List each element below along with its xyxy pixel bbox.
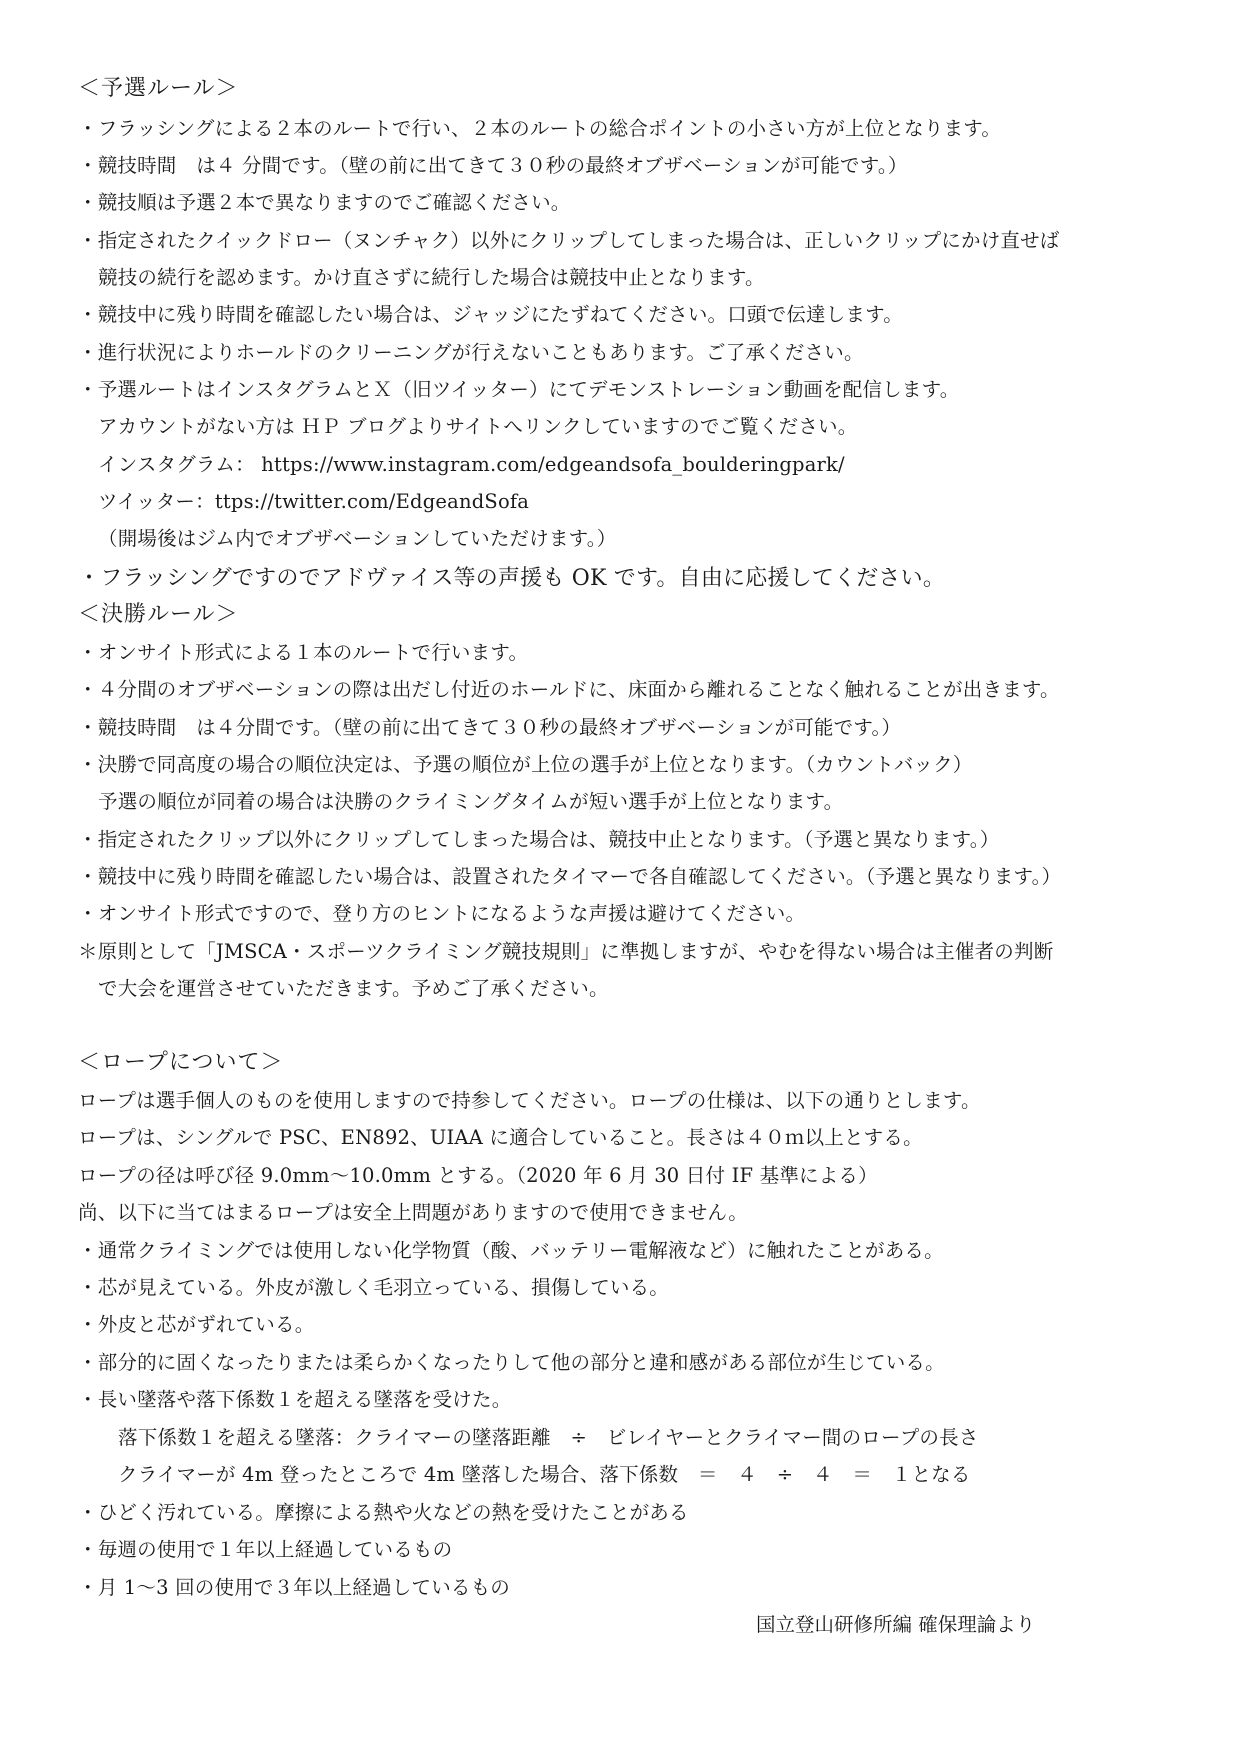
final-rule-line: ・オンサイト形式ですので、登り方のヒントになるような声援は避けてください。 bbox=[78, 902, 806, 925]
rope-rule-line: ・外皮と芯がずれている。 bbox=[78, 1313, 315, 1336]
rope-rule-line: ロープの径は呼び径 9.0mm〜10.0mm とする。（2020 年 6 月 30 日付 IF 基準による） bbox=[78, 1164, 878, 1187]
rope-rule-line: 落下係数１を超える墜落：クライマーの墜落距離 ÷ ビレイヤーとクライマー間のロープの長さ bbox=[118, 1426, 979, 1449]
prelim-rule-line: （開場後はジム内でオブザベーションしていただけます。） bbox=[98, 527, 617, 550]
prelim-rule-line: ・予選ルートはインスタグラムとＸ（旧ツイッター）にてデモンストレーション動画を配信します。 bbox=[78, 378, 960, 401]
final-rule-line: で大会を運営させていただきます。予めご了承ください。 bbox=[98, 977, 609, 1000]
final-rule-line: ・４分間のオブザベーションの際は出だし付近のホールドに、床面から離れることなく触れることが出きます。 bbox=[78, 678, 1060, 701]
final-rule-line: ・指定されたクリップ以外にクリップしてしまった場合は、競技中止となります。（予選と異なります。） bbox=[78, 828, 1000, 851]
prelim-heading: ＜予選ルール＞ bbox=[78, 76, 239, 101]
rope-rule-line: ロープは選手個人のものを使用しますので持参してください。ロープの仕様は、以下の通りとします。 bbox=[78, 1089, 981, 1112]
prelim-rule-line: ・指定されたクイックドロー（ヌンチャク）以外にクリップしてしまった場合は、正しいクリップにかけ直せば bbox=[78, 229, 1060, 252]
prelim-rule-line: ・競技順は予選２本で異なりますのでご確認ください。 bbox=[78, 191, 571, 214]
rope-rule-line: ・月 1〜3 回の使用で３年以上経過しているもの bbox=[78, 1576, 511, 1599]
prelim-rule-line: ・進行状況によりホールドのクリーニングが行えないこともあります。ご了承ください。 bbox=[78, 341, 864, 364]
prelim-rule-line: ・競技中に残り時間を確認したい場合は、ジャッジにたずねてください。口頭で伝達します。 bbox=[78, 303, 903, 326]
final-rule-line: 予選の順位が同着の場合は決勝のクライミングタイムが短い選手が上位となります。 bbox=[98, 790, 844, 813]
instagram-link[interactable]: インスタグラム： https://www.instagram.com/edgeandsofa_boulderingpark/ bbox=[98, 453, 845, 476]
final-rule-line: ・オンサイト形式による１本のルートで行います。 bbox=[78, 641, 529, 664]
final-rule-line: ＊原則として「JMSCA・スポーツクライミング競技規則」に準拠しますが、やむを得ない場合は主催者の判断 bbox=[78, 940, 1054, 963]
rope-rule-line: クライマーが 4m 登ったところで 4m 墜落した場合、落下係数 ＝ ４ ÷ ４ ＝ １となる bbox=[118, 1463, 971, 1486]
final-rule-line: ・決勝で同高度の場合の順位決定は、予選の順位が上位の選手が上位となります。（カウントバック） bbox=[78, 753, 973, 776]
prelim-rule-line: 競技の続行を認めます。かけ直さずに続行した場合は競技中止となります。 bbox=[98, 266, 765, 289]
final-rule-line: ・競技時間 は４分間です。（壁の前に出てきて３０秒の最終オブザベーションが可能です。） bbox=[78, 716, 902, 739]
prelim-rule-line: ・フラッシングによる２本のルートで行い、２本のルートの総合ポイントの小さい方が上位となります。 bbox=[78, 117, 1002, 140]
attribution: 国立登山研修所編 確保理論より bbox=[756, 1613, 1036, 1636]
rope-rule-line: ・芯が見えている。外皮が激しく毛羽立っている、損傷している。 bbox=[78, 1276, 670, 1299]
rope-rule-line: ・部分的に固くなったりまたは柔らかくなったりして他の部分と違和感がある部位が生じている。 bbox=[78, 1351, 945, 1374]
prelim-rule-line: ・競技時間 は４ 分間です。（壁の前に出てきて３０秒の最終オブザベーションが可能です。） bbox=[78, 154, 908, 177]
rope-rule-line: 尚、以下に当てはまるロープは安全上問題がありますので使用できません。 bbox=[78, 1201, 748, 1224]
prelim-rule-line: アカウントがない方は ＨＰ ブログよりサイトへリンクしていますのでご覧ください。 bbox=[98, 415, 858, 438]
rope-rule-line: ・長い墜落や落下係数１を超える墜落を受けた。 bbox=[78, 1388, 512, 1411]
final-rule-line: ・競技中に残り時間を確認したい場合は、設置されたタイマーで各自確認してください。（予選と異なります。） bbox=[78, 865, 1062, 888]
rope-heading: ＜ロープについて＞ bbox=[78, 1050, 284, 1075]
rope-rule-line: ・毎週の使用で１年以上経過しているもの bbox=[78, 1538, 453, 1561]
prelim-rule-line: ・フラッシングですのでアドヴァイス等の声援も OK です。自由に応援してください。 bbox=[78, 566, 946, 591]
rope-rule-line: ・通常クライミングでは使用しない化学物質（酸、バッテリー電解液など）に触れたことがある。 bbox=[78, 1239, 944, 1262]
rope-rule-line: ・ひどく汚れている。摩擦による熱や火などの熱を受けたことがある bbox=[78, 1501, 689, 1524]
final-heading: ＜決勝ルール＞ bbox=[78, 602, 239, 627]
rope-rule-line: ロープは、シングルで PSC、EN892、UIAA に適合していること。長さは４０ｍ以上とする。 bbox=[78, 1126, 923, 1149]
twitter-link[interactable]: ツイッター：ttps://twitter.com/EdgeandSofa bbox=[98, 490, 530, 513]
